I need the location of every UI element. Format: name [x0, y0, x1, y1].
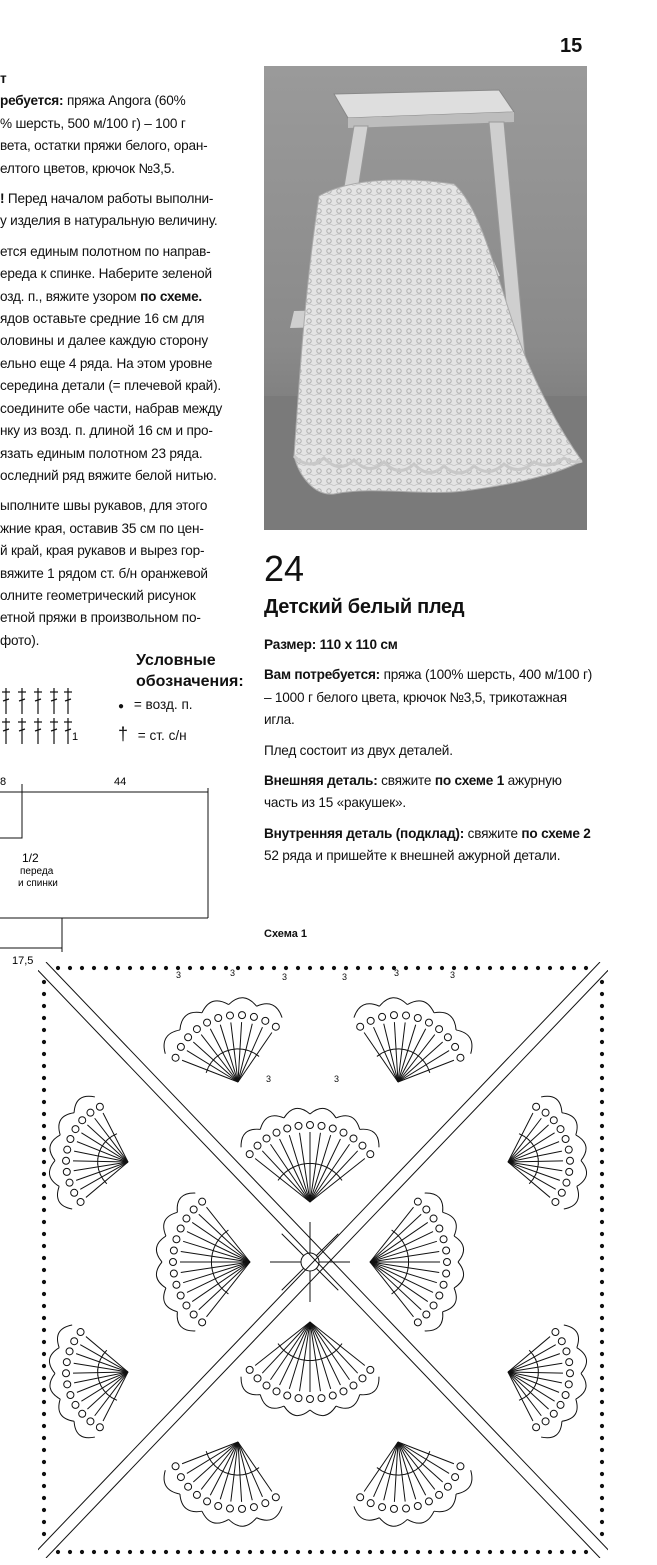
left-column-line: оловины и далее каждую сторону — [0, 333, 208, 349]
svg-text:3: 3 — [394, 968, 400, 978]
row-number-label: 1 — [72, 731, 79, 743]
left-column-line: елтого цветов, крючок №3,5. — [0, 160, 175, 176]
left-column-line: язать единым полотном 23 ряда. — [0, 445, 203, 461]
outer-scheme-ref: по схеме 1 — [434, 773, 505, 789]
needs-text: пряжа (100% шерсть, 400 м/100 г) – 1000 г белого цвета, крючок №3,5, трикотажная игла. — [264, 667, 593, 728]
svg-text:3: 3 — [282, 972, 288, 982]
dim-label-17-5: 17,5 — [12, 955, 34, 967]
left-column-line: ядов оставьте средние 16 см для — [0, 311, 205, 327]
consists-text: Плед состоит из двух деталей. — [264, 742, 453, 758]
svg-text:3: 3 — [342, 972, 348, 982]
blanket-on-stool-photo — [264, 66, 587, 530]
left-column-line: й край, края рукавов и вырез гор- — [0, 543, 205, 559]
legend-title — [136, 650, 244, 692]
left-column-line: озд. п., вяжите узором по схеме. — [0, 288, 203, 304]
small-stitch-chart — [0, 684, 80, 754]
left-column-line: оследний ряд вяжите белой нитью. — [0, 467, 217, 483]
legend-title-line1: Условные — [136, 652, 216, 669]
outer-mid: свяжите — [377, 773, 435, 789]
left-column-line: ереда к спинке. Наберите зеленой — [0, 266, 212, 282]
left-column-line: олните геометрический рисунок — [0, 587, 196, 603]
left-column-line: % шерсть, 500 м/100 г) – 100 г — [0, 115, 186, 131]
front-label-1: переда — [20, 866, 54, 877]
inner-text: 52 ряда и пришейте к внешней ажурной детали. — [264, 848, 561, 864]
dim-label-44: 44 — [114, 776, 127, 788]
left-column-line: вета, остатки пряжи белого, оран- — [0, 138, 208, 154]
scheme-label: Схема 1 — [264, 928, 308, 940]
left-column-line: ыполните швы рукавов, для этого — [0, 498, 208, 514]
page-number: 15 — [560, 35, 583, 57]
legend-item-dc — [118, 724, 187, 745]
svg-text:3: 3 — [266, 1074, 272, 1084]
left-column-line: ! Перед началом работы выполни- — [0, 191, 214, 207]
double-crochet-icon: † — [118, 724, 129, 744]
needs-label: Вам потребуется: — [264, 667, 381, 683]
left-column-line: ребуется: пряжа Angora (60% — [0, 93, 186, 109]
half-label: 1/2 — [22, 851, 39, 865]
project-instructions — [264, 634, 594, 876]
size-label: Размер: 110 х 110 см — [264, 637, 398, 652]
left-column-line: ется единым полотном по направ- — [0, 243, 211, 259]
dim-label-8: 8 — [0, 776, 7, 788]
svg-text:3: 3 — [176, 970, 182, 980]
left-column-text — [0, 68, 248, 652]
svg-text:3: 3 — [334, 1074, 340, 1084]
left-column-line: вяжите 1 рядом ст. б/н оранжевой — [0, 565, 208, 581]
front-label-2: и спинки — [18, 878, 58, 889]
chain-stitch-icon: ● — [118, 701, 125, 712]
left-column-line: ельно еще 4 ряда. На этом уровне — [0, 355, 213, 371]
left-column-line: фото). — [0, 632, 40, 648]
left-column-line: нку из возд. п. длиной 16 см и про- — [0, 423, 213, 439]
left-column-line: жние края, оставив 35 см по цен- — [0, 520, 204, 536]
inner-scheme-ref: по схеме 2 — [521, 825, 591, 841]
svg-text:3: 3 — [230, 968, 236, 978]
scheme-1-crochet-chart — [38, 962, 608, 1558]
left-column-line: соедините обе части, набрав между — [0, 400, 223, 416]
legend-title-line2: обозначения: — [136, 673, 244, 690]
garment-pattern-diagram — [0, 770, 230, 970]
project-number: 24 — [264, 548, 305, 589]
outer-text: ажурную часть из 15 «ракушек». — [264, 773, 562, 811]
svg-text:3: 3 — [450, 970, 456, 980]
inner-label: Внутренняя деталь (подклад): — [264, 825, 465, 841]
legend-label-dc: = ст. с/н — [137, 728, 187, 743]
left-column-line: середина детали (= плечевой край). — [0, 378, 221, 394]
left-column-line: у изделия в натуральную величину. — [0, 213, 218, 229]
project-title: Детский белый плед — [264, 596, 465, 618]
legend-item-chain — [118, 697, 193, 712]
left-column-line: етной пряжи в произвольном по- — [0, 610, 201, 626]
left-column-line: т — [0, 71, 7, 86]
legend-label-chain: = возд. п. — [133, 697, 193, 712]
outer-label: Внешняя деталь: — [264, 773, 378, 789]
inner-mid: свяжите — [464, 825, 522, 841]
